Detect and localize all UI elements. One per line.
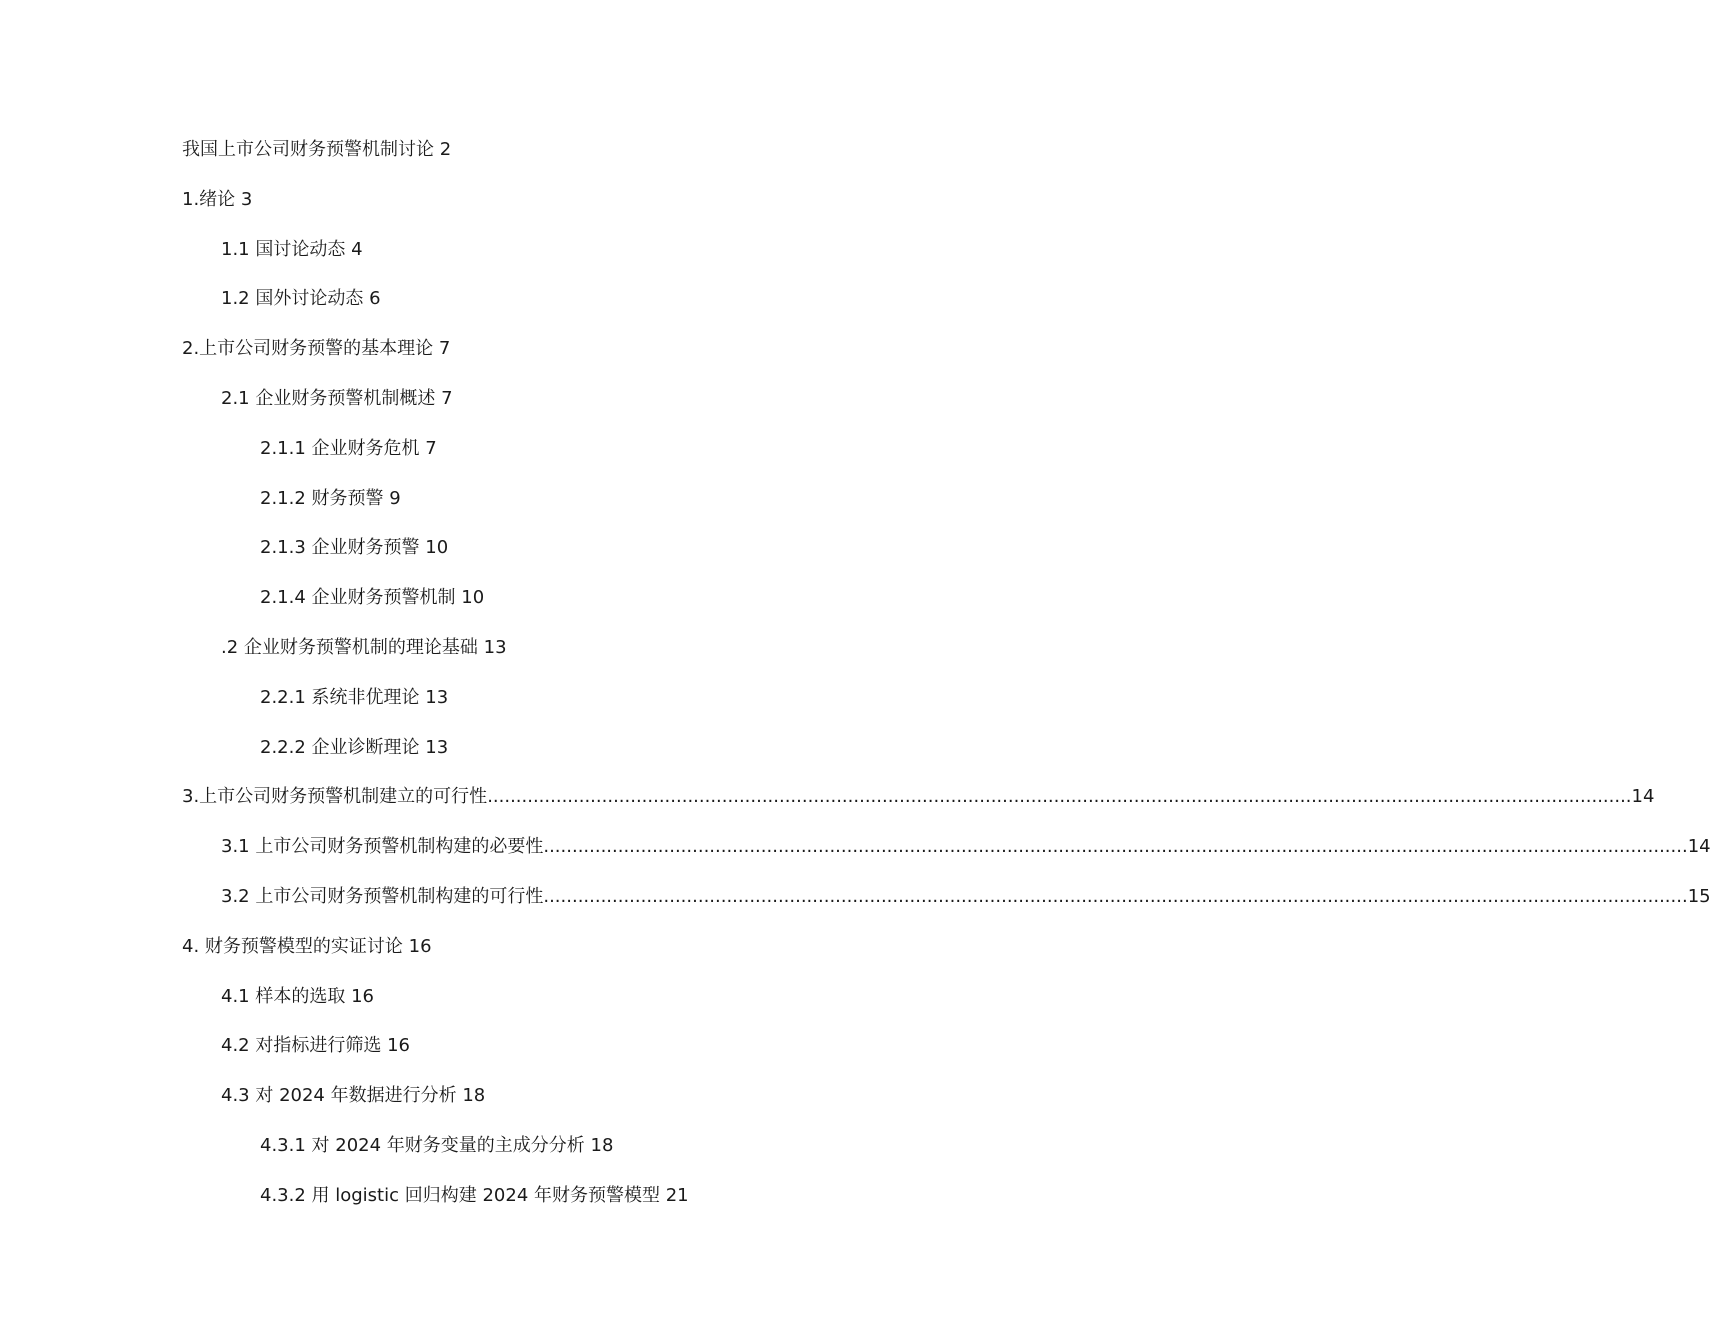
toc-page-number: 7 (441, 388, 453, 409)
toc-page-number: 13 (425, 737, 449, 758)
toc-entry[interactable] (221, 636, 507, 660)
toc-entry-title: 2.1.1 企业财务危机 (260, 438, 420, 459)
toc-entry[interactable] (221, 835, 1711, 859)
toc-entry-title: 3.1 上市公司财务预警机制构建的必要性 (221, 836, 544, 857)
toc-entry-title: .2 企业财务预警机制的理论基础 (221, 637, 478, 658)
toc-entry-title: 4.3.1 对 2024 年财务变量的主成分分析 (260, 1135, 585, 1156)
toc-page-number: 15 (1687, 886, 1711, 907)
toc-leader-dots: ........................................................................................................................................................................................................ (487, 786, 1632, 807)
toc-entry[interactable] (182, 337, 450, 361)
toc-entry[interactable] (221, 1034, 410, 1058)
toc-entry[interactable] (221, 1084, 485, 1108)
toc-page-number: 13 (483, 637, 507, 658)
toc-page-number: 6 (369, 288, 381, 309)
toc-entry[interactable] (260, 736, 448, 760)
toc-page-number: 16 (351, 986, 374, 1007)
toc-page-number: 4 (351, 239, 363, 260)
toc-entry-title: 4.3 对 2024 年数据进行分析 (221, 1085, 457, 1106)
toc-page-number: 18 (462, 1085, 486, 1106)
toc-entry-title: 3.上市公司财务预警机制建立的可行性 (182, 786, 488, 807)
toc-leader-dots: ........................................................................................................................................................................................................ (543, 836, 1688, 857)
toc-page-number: 21 (665, 1185, 689, 1206)
toc-entry-title: 1.绪论 (182, 189, 236, 210)
toc-entry[interactable] (260, 686, 448, 710)
toc-page-number: 13 (425, 687, 449, 708)
toc-entry[interactable] (260, 1184, 689, 1208)
toc-entry-title: 2.上市公司财务预警的基本理论 (182, 338, 434, 359)
toc-page-number: 3 (240, 189, 253, 210)
toc-entry[interactable] (221, 885, 1711, 909)
toc-entry-title: 2.1 企业财务预警机制概述 (221, 388, 436, 409)
toc-entry-title: 2.2.1 系统非优理论 (260, 687, 420, 708)
toc-page-number: 14 (1687, 836, 1711, 857)
toc-entry-title: 2.1.2 财务预警 (260, 488, 384, 509)
toc-entry[interactable] (260, 487, 401, 511)
toc-entry-title: 1.1 国讨论动态 (221, 239, 346, 260)
toc-entry[interactable] (221, 985, 374, 1009)
toc-entry-title: 4.3.2 用 logistic 回归构建 2024 年财务预警模型 (260, 1185, 660, 1206)
toc-entry-title: 4.2 对指标进行筛选 (221, 1035, 382, 1056)
toc-page-number: 16 (387, 1035, 410, 1056)
toc-entry[interactable] (260, 536, 448, 560)
toc-page-number: 9 (389, 488, 401, 509)
toc-entry-title: 我国上市公司财务预警机制讨论 (182, 139, 434, 160)
toc-entry-title: 2.2.2 企业诊断理论 (260, 737, 420, 758)
toc-entry-title: 1.2 国外讨论动态 (221, 288, 364, 309)
toc-entry-title: 2.1.3 企业财务预警 (260, 537, 420, 558)
toc-page-number: 10 (425, 537, 449, 558)
toc-entry-title: 4. 财务预警模型的实证讨论 (182, 936, 403, 957)
toc-leader-dots: ........................................................................................................................................................................................................ (543, 886, 1688, 907)
toc-page-number: 7 (438, 338, 451, 359)
toc-entry[interactable] (182, 935, 432, 959)
toc-page-number: 7 (425, 438, 437, 459)
toc-entry-title: 2.1.4 企业财务预警机制 (260, 587, 456, 608)
toc-page-number: 18 (590, 1135, 614, 1156)
toc-page-number: 2 (439, 139, 452, 160)
toc-entry-title: 3.2 上市公司财务预警机制构建的可行性 (221, 886, 544, 907)
toc-entry-title: 4.1 样本的选取 (221, 986, 346, 1007)
toc-entry[interactable] (221, 387, 453, 411)
toc-entry[interactable] (221, 287, 381, 311)
toc-entry[interactable] (260, 437, 437, 461)
toc-page-number: 10 (461, 587, 485, 608)
toc-entry[interactable] (260, 586, 484, 610)
toc-entry[interactable] (260, 1134, 613, 1158)
toc-entry[interactable] (182, 188, 252, 212)
toc-entry[interactable] (182, 785, 1655, 809)
toc-entry[interactable] (182, 138, 451, 162)
toc-entry[interactable] (221, 238, 363, 262)
toc-page-number: 14 (1631, 786, 1655, 807)
toc-page-number: 16 (408, 936, 432, 957)
